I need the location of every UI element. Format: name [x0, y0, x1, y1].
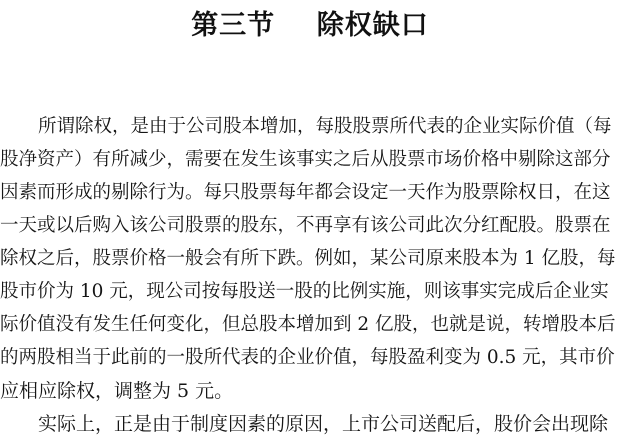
- paragraph-line: 股净资产）有所减少，需要在发生该事实之后从股票市场价格中剔除这部分: [0, 149, 611, 170]
- paragraph-line: 一天或以后购入该公司股票的股东，不再享有该公司此次分红配股。股票在: [0, 215, 611, 236]
- paragraph-line: 所谓除权，是由于公司股本增加，每股股票所代表的企业实际价值（每: [38, 116, 612, 137]
- paragraph-line: 实际上，正是由于制度因素的原因，上市公司送配后，股价会出现除: [38, 413, 609, 435]
- section-title: 第三节 除权缺口: [191, 10, 429, 41]
- paragraph-line: 应相应除权，调整为 5 元。: [0, 380, 234, 402]
- paragraph-line: 际价值没有发生任何变化，但总股本增加到 2 亿股，也就是说，转增股本后: [0, 314, 616, 335]
- paragraph-line: 因素而形成的剔除行为。每只股票每年都会设定一天作为股票除权日，在这: [0, 182, 611, 203]
- paragraph-line: 股市价为 10 元，现公司按每股送一股的比例实施，则该事实完成后企业实: [0, 281, 609, 302]
- paragraph-line: 除权之后，股票价格一般会有所下跌。例如，某公司原来股本为 1 亿股，每: [0, 248, 616, 269]
- paragraph-line: 的两股相当于此前的一股所代表的企业价值，每股盈利变为 0.5 元，其市价: [0, 347, 615, 368]
